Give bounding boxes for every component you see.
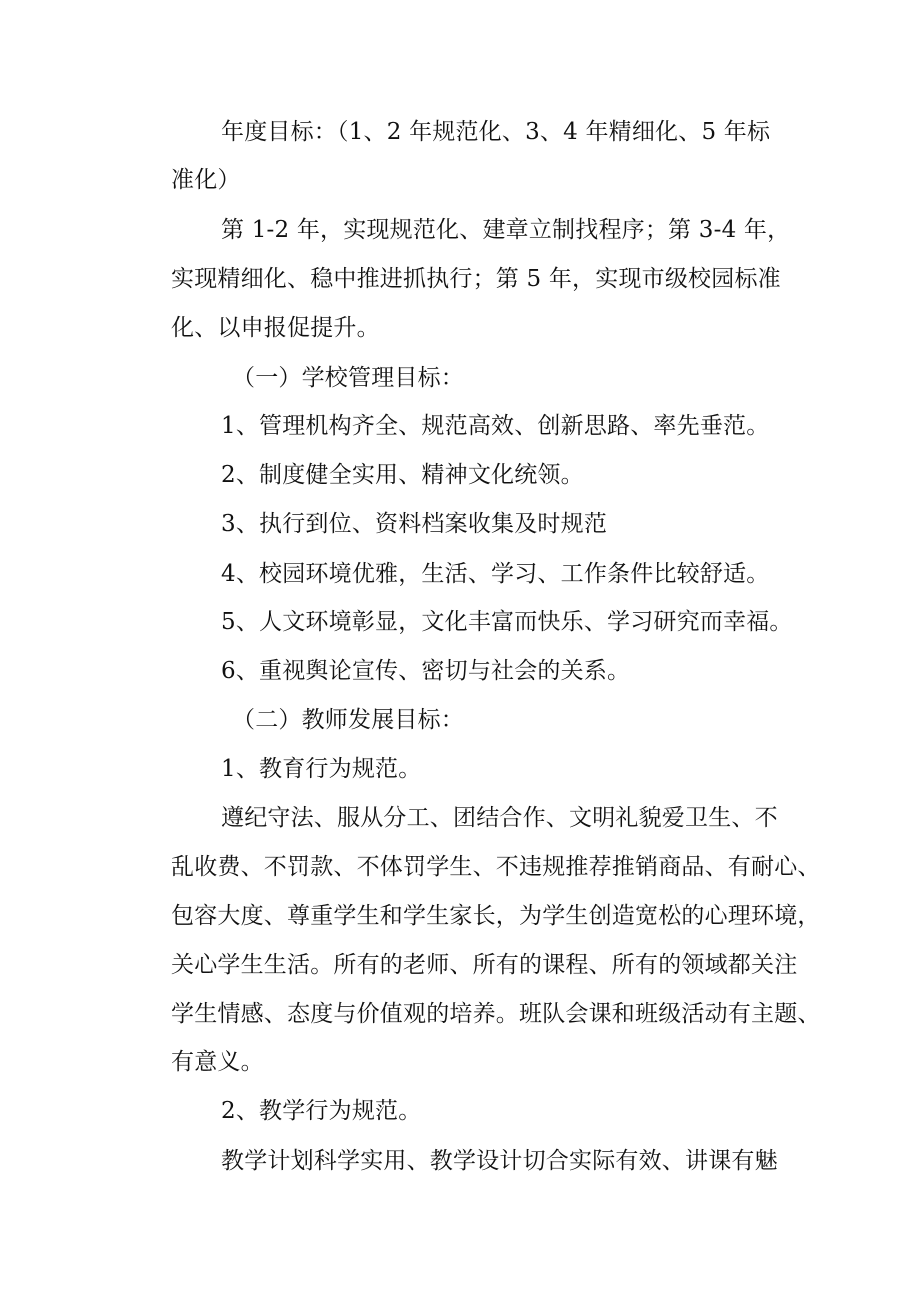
teacher-goal-paragraph-line: 遵纪守法、服从分工、团结合作、文明礼貌爱卫生、不 — [221, 805, 778, 831]
teacher-goal-paragraph-line: 包容大度、尊重学生和学生家长，为学生创造宽松的心理环境， — [171, 903, 821, 929]
annual-goal-line-1: 年度目标：（1、2 年规范化、3、4 年精细化、5 年标 — [221, 119, 771, 145]
management-goal-item: 6、重视舆论宣传、密切与社会的关系。 — [221, 658, 631, 684]
stage-plan-line-1: 第 1-2 年，实现规范化、建章立制找程序；第 3-4 年， — [221, 217, 791, 243]
teacher-goal-paragraph-line: 学生情感、态度与价值观的培养。班队会课和班级活动有主题、 — [171, 1001, 821, 1027]
section-2-heading: （二）教师发展目标： — [232, 707, 464, 733]
management-goal-item: 4、校园环境优雅，生活、学习、工作条件比较舒适。 — [221, 561, 770, 587]
management-goal-item: 2、制度健全实用、精神文化统领。 — [221, 462, 584, 488]
management-goal-item: 5、人文环境彰显，文化丰富而快乐、学习研究而幸福。 — [221, 609, 793, 635]
teacher-goal-paragraph-line: 关心学生生活。所有的老师、所有的课程、所有的领域都关注 — [171, 952, 798, 978]
teacher-goal-paragraph-line: 教学计划科学实用、教学设计切合实际有效、讲课有魅 — [221, 1148, 778, 1174]
section-1-heading: （一）学校管理目标： — [232, 365, 464, 391]
stage-plan-line-3: 化、以申报促提升。 — [171, 315, 380, 341]
teacher-goal-paragraph-line: 有意义。 — [171, 1049, 264, 1075]
stage-plan-line-2: 实现精细化、稳中推进抓执行；第 5 年，实现市级校园标准 — [171, 266, 781, 292]
teacher-goal-item-title: 2、教学行为规范。 — [221, 1098, 422, 1124]
management-goal-item: 3、执行到位、资料档案收集及时规范 — [221, 511, 608, 537]
teacher-goal-paragraph-line: 乱收费、不罚款、不体罚学生、不违规推荐推销商品、有耐心、 — [171, 854, 821, 880]
teacher-goal-item-title: 1、教育行为规范。 — [221, 756, 422, 782]
management-goal-item: 1、管理机构齐全、规范高效、创新思路、率先垂范。 — [221, 413, 770, 439]
annual-goal-line-2: 准化） — [171, 167, 241, 193]
